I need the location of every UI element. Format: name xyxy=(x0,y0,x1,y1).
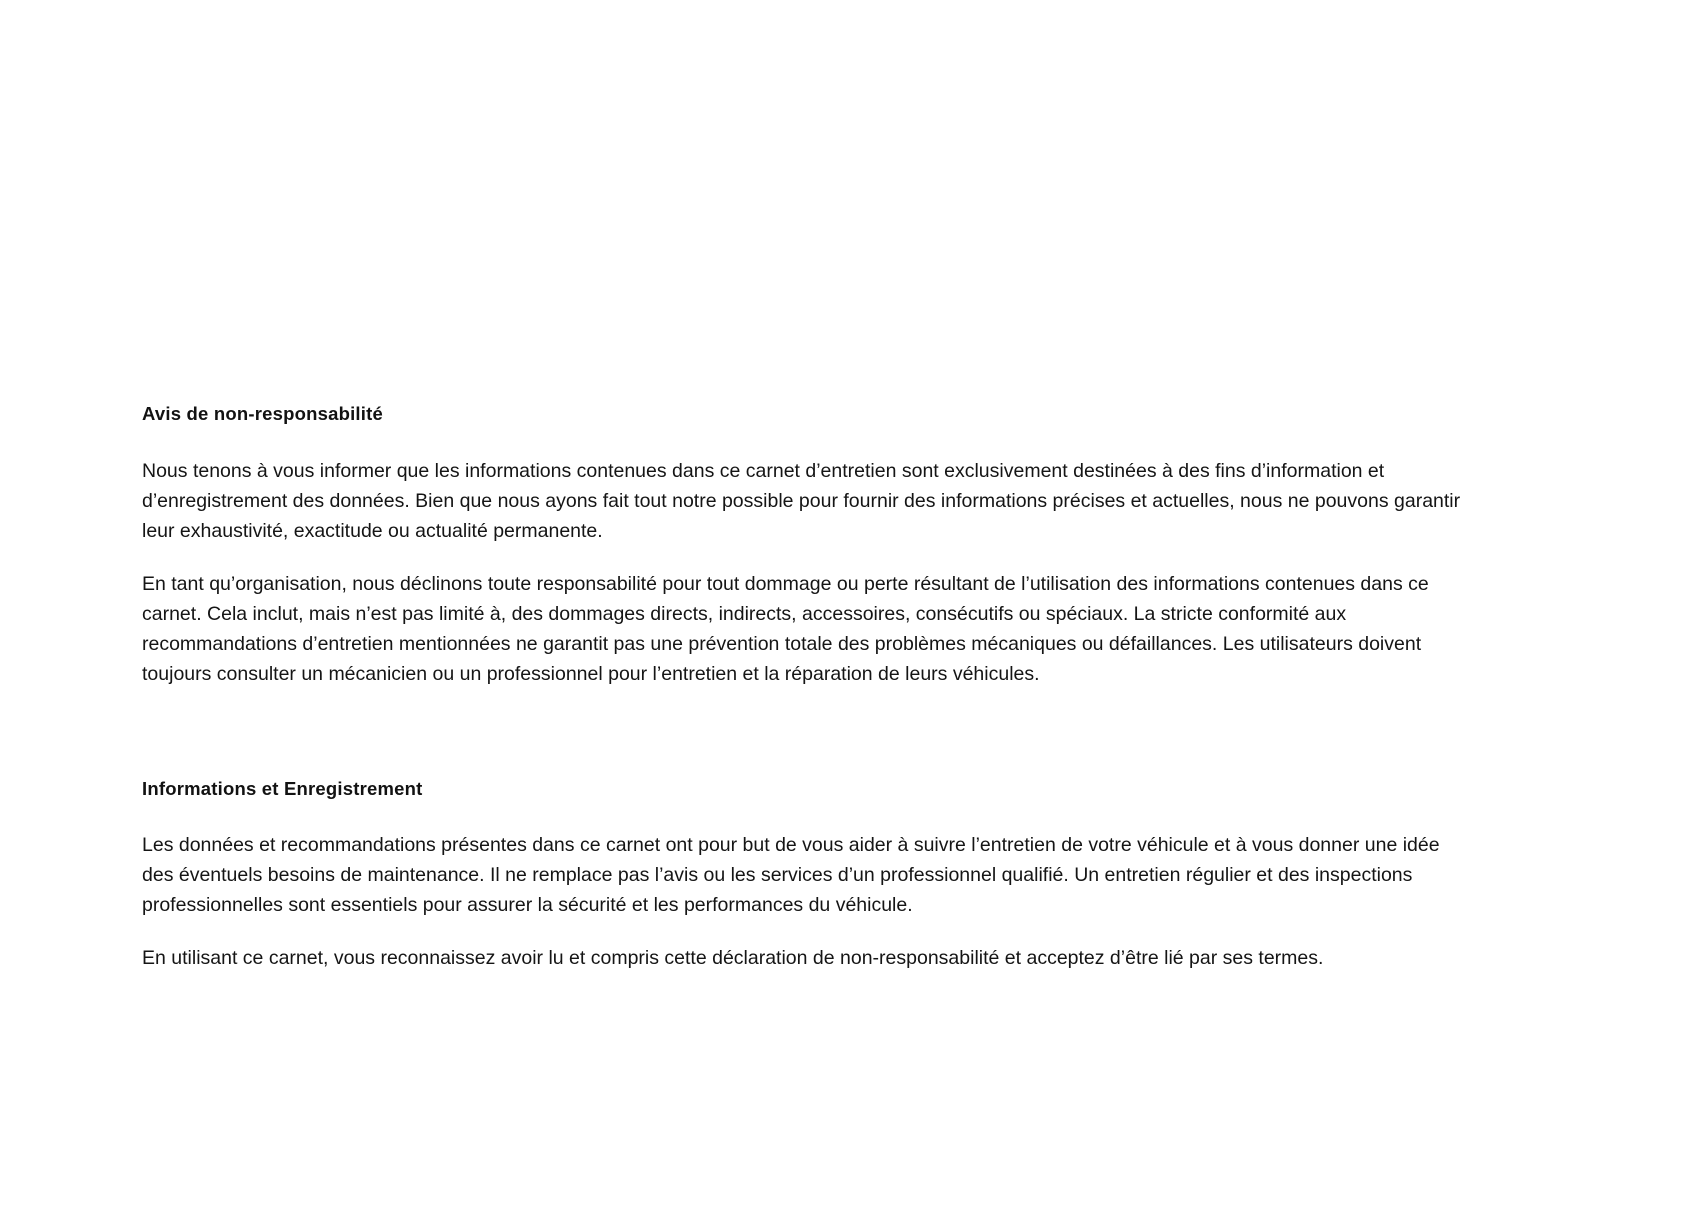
disclaimer-paragraph-2: En tant qu’organisation, nous déclinons toute responsabilité pour tout dommage ou perte résultant de l’utilisation des informations contenues dans ce carnet. Cela inclut, mais n’est pas limité à, des dommages directs, indirects, accessoires, consécutifs ou spéciaux. La stricte conformité aux recommandations d’entretien mentionnées ne garantit pas une prévention totale des problèmes mécaniques ou défaillances. Les utilisateurs doivent toujours consulter un mécanicien ou un professionnel pour l’entretien et la réparation de leurs véhicules. xyxy=(142,573,1429,686)
information-paragraph-1: Les données et recommandations présentes dans ce carnet ont pour but de vous aider à suivre l’entretien de votre véhicule et à vous donner une idée des éventuels besoins de maintenance. Il ne remplace pas l’avis ou les services d’un professionnel qualifié. Un entretien régulier et des inspections professionnelles sont essentiels pour assurer la sécurité et les performances du véhicule. xyxy=(142,834,1440,917)
information-heading: Informations et Enregistrement xyxy=(142,778,423,800)
document-body xyxy=(142,402,1462,973)
information-paragraph-2: En utilisant ce carnet, vous reconnaissez avoir lu et compris cette déclaration de non-responsabilité et acceptez d’être lié par ses termes. xyxy=(142,947,1324,970)
disclaimer-paragraph-1: Nous tenons à vous informer que les informations contenues dans ce carnet d’entretien sont exclusivement destinées à des fins d’information et d’enregistrement des données. Bien que nous ayons fait tout notre possible pour fournir des informations précises et actuelles, nous ne pouvons garantir leur exhaustivité, exactitude ou actualité permanente. xyxy=(142,460,1461,543)
section-information-enregistrement xyxy=(142,777,1462,973)
section-spacer xyxy=(142,689,1462,777)
disclaimer-heading: Avis de non-responsabilité xyxy=(142,403,383,424)
section-disclaimer xyxy=(142,402,1462,689)
